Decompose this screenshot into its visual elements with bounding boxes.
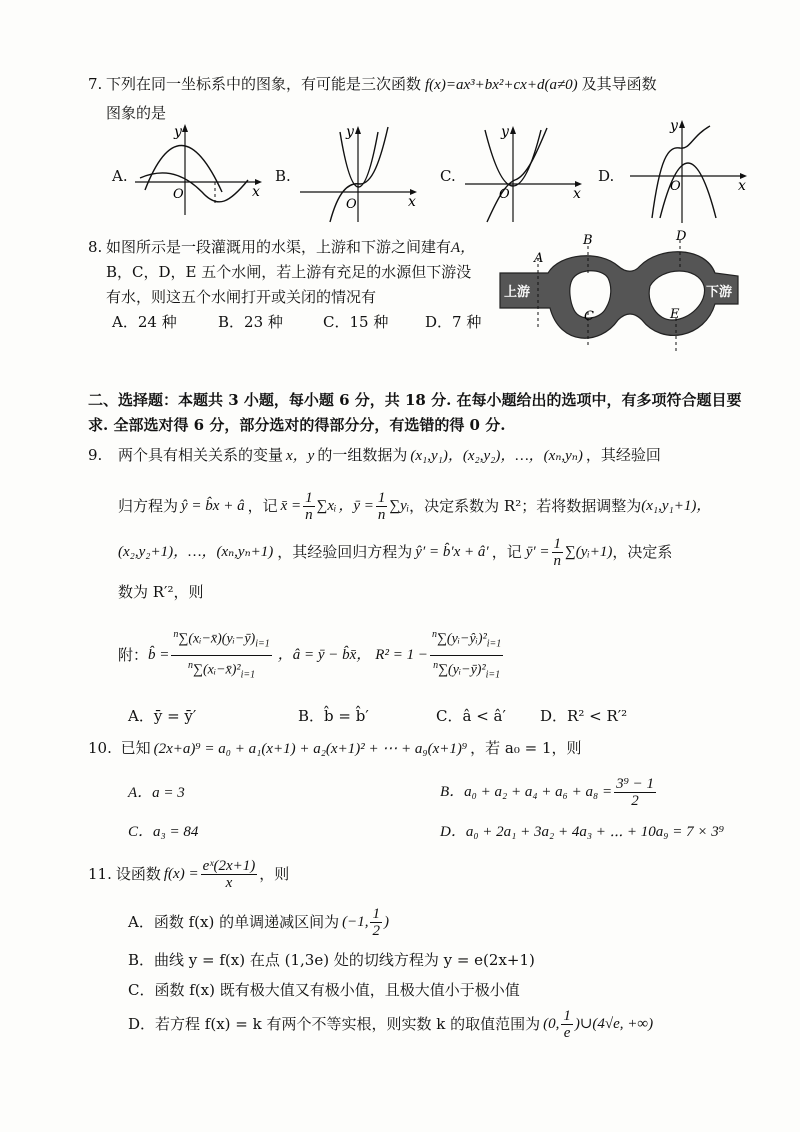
q9-note: 附： b̂ = $\frac{^n\sum(xᵢ-x̄)(yᵢ-ȳ)_{i=1}}{^n\sum(xᵢ-x̄)^2_{i=1}}$ ，â = ȳ − b̂x̄， R² = 1 − $\frac{^n\sum(yᵢ-ŷᵢ)^2_{i=1}}{^n\sum(yᵢ-ȳ)^2_{i=1}}$	[118, 615, 505, 695]
q9-line4: 数为 R′²，则	[118, 583, 204, 601]
upstream-label: 上游	[504, 285, 531, 300]
q11-option-c: C．函数 f(x) 既有极大值又有极小值，且极大值小于极小值	[128, 981, 520, 999]
q7-option-c-label: C.	[440, 167, 456, 185]
section2-line1: 二、选择题：本题共 3 小题，每小题 6 分，共 18 分. 在每小题给出的选项中，有多项符合题目要	[88, 391, 742, 409]
q8-option-c: C．15 种	[323, 313, 389, 331]
q9-option-d: D．R² < R′²	[540, 707, 628, 725]
q7-a-y-label: y	[174, 124, 182, 140]
gate-a-label: A	[534, 251, 544, 266]
q7-graph-a	[130, 120, 270, 220]
q11-option-a: A．函数 f(x) 的单调递减区间为 (−1, $\frac{1}{2}$ )	[128, 905, 389, 939]
gate-b-label: B	[583, 233, 593, 248]
q7-a-x-label: x	[252, 184, 260, 200]
q9-number: 9.	[88, 446, 103, 464]
q7-d-x-label: x	[738, 178, 746, 194]
q7-stem-line1: 下列在同一坐标系中的图象，有可能是三次函数 f(x)=ax³+bx²+cx+d(a≠0) 及其导函数	[106, 75, 657, 93]
q8-number: 8.	[88, 238, 103, 256]
gate-e-label: E	[670, 307, 680, 322]
q8-option-d: D．7 种	[425, 313, 482, 331]
q8-option-a: A．24 种	[112, 313, 177, 331]
q7-b-y-label: y	[346, 124, 354, 140]
q7-c-x-label: x	[573, 186, 581, 202]
q10-option-c: C．a₃ = 84	[128, 824, 199, 840]
section2-line2: 求. 全部选对得 6 分，部分选对的得部分分，有选错的得 0 分.	[88, 416, 506, 434]
q8-option-b: B．23 种	[218, 313, 283, 331]
q7-d-y-label: y	[670, 118, 678, 134]
q8-canal-figure	[500, 228, 745, 358]
q9-line3: (x₂,y₂+1)，…，(xₙ,yₙ+1) ，其经验回归方程为 ŷ′ = b̂′x + â′ ，记 ȳ′ = $\frac{1}{n}$ ∑(yᵢ+1) ，决定系	[118, 535, 673, 569]
q7-b-x-label: x	[408, 194, 416, 210]
q7-a-origin-label: O	[173, 187, 184, 202]
q10-option-a: A．a = 3	[128, 785, 185, 801]
q7-option-a-label: A.	[112, 167, 128, 185]
q7-c-origin-label: O	[499, 187, 510, 202]
downstream-label: 下游	[706, 285, 733, 300]
q7-option-d-label: D.	[598, 167, 615, 185]
q9-line1: 两个具有相关关系的变量 x，y 的一组数据为 (x₁,y₁)，(x₂,y₂)，…，(xₙ,yₙ) ，其经验回	[118, 446, 661, 464]
q8-line1: 如图所示是一段灌溉用的水渠，上游和下游之间建有A，	[106, 238, 476, 256]
q9-option-c: C．â < â′	[436, 707, 506, 725]
q7-graph-d	[630, 118, 760, 228]
b-num-idx: n	[173, 629, 179, 641]
q7-graph-c	[465, 122, 595, 227]
q7-graph-b	[300, 122, 430, 227]
q8-line2: B，C，D，E 五个水闸，若上游有充足的水源但下游没	[106, 263, 472, 281]
q11-option-d: D．若方程 f(x) = k 有两个不等实根，则实数 k 的取值范围为 (0, $\frac{1}{e}$ )∪(4√e, +∞)	[128, 1007, 654, 1041]
gate-c-label: C	[584, 309, 594, 324]
q10-option-d: D．a₀ + 2a₁ + 3a₂ + 4a₃ + ⋯ + 10a₉ = 7 × 3⁹	[440, 824, 724, 840]
q10-stem: 10. 已知 (2x+a)⁹ = a₀ + a₁(x+1) + a₂(x+1)² + ⋯ + a₉(x+1)⁹ ，若 a₀ = 1，则	[88, 739, 582, 757]
q7-d-origin-label: O	[670, 179, 681, 194]
q10-option-b: B．a₀ + a₂ + a₄ + a₆ + a₈ = $\frac{\text{3⁹ − 1}}{2}$	[440, 775, 654, 809]
q7-number: 7.	[88, 75, 103, 93]
q7-b-origin-label: O	[346, 197, 357, 212]
gate-d-label: D	[676, 229, 687, 244]
q8-line3: 有水，则这五个水闸打开或关闭的情况有	[106, 288, 377, 306]
q7-option-b-label: B.	[275, 167, 291, 185]
q7-c-y-label: y	[501, 124, 509, 140]
q7-stem-line2: 图象的是	[106, 104, 167, 122]
q9-line2: 归方程为 ŷ = b̂x + â ，记 x̄ = $\frac{1}{n}$ ∑xᵢ ，ȳ = $\frac{1}{n}$ ∑yᵢ ，决定系数为 R²；若将数据调整为 (x₁,y₁+1)，	[118, 489, 712, 523]
q11-option-b: B．曲线 y = f(x) 在点 (1,3e) 处的切线方程为 y = e(2x+1)	[128, 951, 535, 969]
q11-stem: 11. 设函数 f(x) = $\frac{\text{eˣ(2x+1)}}{x}$ ，则	[88, 857, 290, 891]
q9-option-a: A．ȳ = ȳ′	[128, 707, 197, 725]
q9-option-b: B．b̂ = b̂′	[298, 707, 369, 725]
